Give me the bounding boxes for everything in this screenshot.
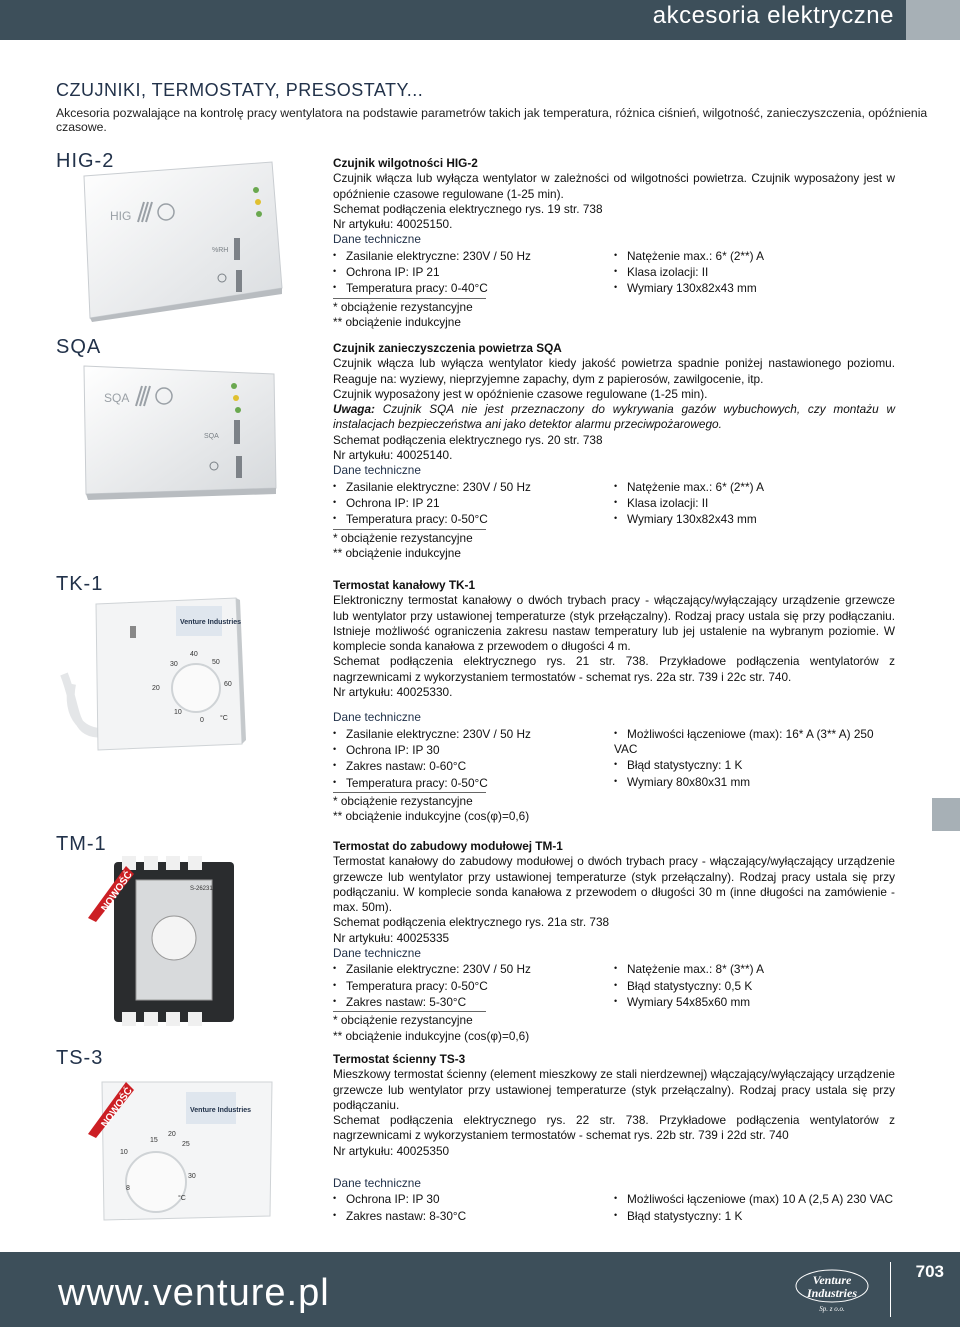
spec-item: • Ochrona IP: IP 30 (333, 742, 614, 758)
spec-item: • Zasilanie elektryczne: 230V / 50 Hz (333, 479, 614, 495)
spec-item: • Temperatura pracy: 0-50°C (333, 978, 614, 994)
footnote: ** obciążenie indukcyjne (cos(φ)=0,6) (333, 1028, 530, 1043)
spec-item: • Błąd statystyczny: 1 K (614, 757, 895, 773)
sqa-nr: Nr artykułu: 40025140. (333, 448, 453, 463)
sqa-title: Czujnik zanieczyszczenia powietrza SQA (333, 341, 562, 355)
hig2-dane-heading: Dane techniczne (333, 232, 421, 247)
svg-text:50: 50 (212, 659, 220, 666)
spec-item: • Możliwości łączeniowe (max) 10 A (2,5 A) 230 VAC (614, 1191, 895, 1207)
spec-item: • Temperatura pracy: 0-40°C (333, 280, 614, 296)
sqa-description (333, 341, 895, 561)
footer-bar (0, 1252, 960, 1327)
page-number: 703 (915, 1262, 944, 1281)
svg-text:Sp. z o.o.: Sp. z o.o. (819, 1305, 845, 1313)
spec-item: • Natężenie max.: 8* (3**) A (614, 961, 895, 977)
sqa-warning: Czujnik SQA nie jest przeznaczony do wykrywania gazów wybuchowych, czy montażu w instalacjach bezpieczeństwa ani jako detektor alarmu przeciwpożarowego. (333, 402, 895, 432)
hig2-nr: Nr artykułu: 40025150. (333, 217, 453, 232)
ts3-schemat: Schemat podłączenia elektrycznego rys. 22 str. 738. Przykładowe podłączenia wentylatorów z nagrzewnicami z wykorzystaniem termostatów - schemat rys. 22b str. 739 i 22d str. 740 (333, 1113, 895, 1143)
ts3-dane-heading: Dane techniczne (333, 1176, 421, 1191)
new-badge (86, 1078, 134, 1138)
section-title: CZUJNIKI, TERMOSTATY, PRESOSTATY... (56, 80, 424, 100)
sqa-dane-heading: Dane techniczne (333, 463, 421, 478)
footnote: ** obciążenie indukcyjne (333, 314, 461, 329)
spec-item: • Ochrona IP: IP 30 (333, 1191, 614, 1207)
svg-text:NOWOŚĆ: NOWOŚĆ (99, 869, 134, 914)
spec-item: • Błąd statystyczny: 1 K (614, 1208, 895, 1224)
company-logo (792, 1264, 872, 1316)
sqa-desc: Czujnik włącza lub wyłącza wentylator kiedy jakość powietrza spadnie poniżej nastawionego poziomu. Reaguje na: wyziewy, nieprzyjemne zapachy, dym z papierosów, zawilgocenie, itp. (333, 356, 895, 386)
divider (333, 529, 486, 530)
divider (333, 298, 486, 299)
footnote: * obciążenie rezystancyjne (333, 299, 473, 314)
svg-text:15: 15 (150, 1137, 158, 1144)
spec-item: • Zakres nastaw: 5-30°C (333, 994, 614, 1010)
spec-item: • Możliwości łączeniowe (max): 16* A (3** A) 250 VAC (614, 726, 895, 758)
header-title: akcesoria elektryczne (652, 2, 894, 29)
svg-text:60: 60 (224, 681, 232, 688)
footnote: * obciążenie rezystancyjne (333, 1013, 473, 1028)
svg-text:Industries: Industries (806, 1286, 858, 1300)
new-badge (86, 862, 134, 922)
tk1-description (333, 578, 895, 824)
svg-text:20: 20 (152, 685, 160, 692)
svg-text:°C: °C (178, 1195, 186, 1202)
spec-item: • Natężenie max.: 6* (2**) A (614, 248, 895, 264)
svg-text:30: 30 (170, 661, 178, 668)
sqa-specs (333, 479, 895, 528)
tk1-specs (333, 726, 895, 791)
ts3-nr: Nr artykułu: 40025350 (333, 1143, 450, 1158)
label-sqa: SQA (56, 336, 102, 358)
svg-text:10: 10 (174, 709, 182, 716)
spec-item: • Wymiary 54x85x60 mm (614, 994, 895, 1010)
hig2-specs (333, 248, 895, 297)
tk1-desc: Elektroniczny termostat kanałowy o dwóch trybach pracy - włączający/wyłączający urządzenie grzewcze lub wentylator przy ustawionej temperaturze (styk przełączalny). Rodzaj pracy ustala się przy podłączaniu. Istnieje możliwość ograniczenia zakresu nastaw temperatury lub jej ustalenie na wybranym poziomie. W komplecie sonda kanałowa z przewodem o długości 4 m. (333, 593, 895, 654)
spec-item: • Klasa izolacji: II (614, 495, 895, 511)
svg-text:Venture Industries: Venture Industries (180, 619, 242, 626)
ts3-desc: Mieszkowy termostat ścienny (element mieszkowy ze stali nierdzewnej) włączający/wyłączający urządzenie grzewcze lub wentylator przy ustawionej temperaturze (styk przełączalny). Rodzaj pracy ustala się przy podłączaniu. (333, 1067, 895, 1112)
svg-text:0: 0 (200, 717, 204, 724)
spec-item: • Wymiary 80x80x31 mm (614, 774, 895, 790)
svg-text:NOWOŚĆ: NOWOŚĆ (99, 1085, 134, 1130)
tm1-description (333, 839, 895, 1044)
svg-text:30: 30 (188, 1173, 196, 1180)
ts3-specs (333, 1191, 895, 1224)
tk1-nr: Nr artykułu: 40025330. (333, 685, 453, 700)
hig2-description (333, 156, 895, 330)
spec-item: • Temperatura pracy: 0-50°C (333, 511, 614, 527)
tk1-device-image (60, 594, 296, 754)
tm1-title: Termostat do zabudowy modułowej TM-1 (333, 839, 563, 853)
footnote: * obciążenie rezystancyjne (333, 793, 473, 808)
svg-text:10: 10 (120, 1149, 128, 1156)
side-tab (932, 798, 960, 831)
label-tk1: TK-1 (56, 573, 104, 595)
sqa-schemat: Schemat podłączenia elektrycznego rys. 20 str. 738 (333, 432, 603, 447)
spec-item: • Zasilanie elektryczne: 230V / 50 Hz (333, 961, 614, 977)
spec-item: • Zasilanie elektryczne: 230V / 50 Hz (333, 248, 614, 264)
ts3-description (333, 1052, 895, 1224)
hig2-title: Czujnik wilgotności HIG-2 (333, 156, 478, 170)
svg-text:Venture: Venture (812, 1273, 852, 1287)
footnote: * obciążenie rezystancyjne (333, 530, 473, 545)
footnote: ** obciążenie indukcyjne (cos(φ)=0,6) (333, 809, 530, 824)
svg-text:SQA: SQA (204, 433, 219, 440)
divider (333, 792, 486, 793)
tm1-desc: Termostat kanałowy do zabudowy modułowej o dwóch trybach pracy - włączający/wyłączający urządzenie grzewcze lub wentylator przy ustawionej temperaturze (styk przełączalny). Rodzaj pracy ustala się przy podłączaniu. W komplecie sonda kanałowa z przewodem o długości 30 m (inne długości na zamówienie - max. 50m). (333, 854, 895, 915)
footer-url[interactable]: www.venture.pl (58, 1272, 330, 1314)
tm1-specs (333, 961, 895, 1010)
hig2-device-image (76, 160, 288, 322)
header-tab (906, 0, 960, 40)
spec-item: • Wymiary 130x82x43 mm (614, 280, 895, 296)
svg-text:S-26231: S-26231 (190, 886, 213, 892)
ts3-title: Termostat ścienny TS-3 (333, 1052, 466, 1066)
header-bar (0, 0, 960, 40)
spec-item: • Ochrona IP: IP 21 (333, 495, 614, 511)
spec-item: • Zasilanie elektryczne: 230V / 50 Hz (333, 726, 614, 742)
svg-text:%RH: %RH (212, 247, 229, 254)
spec-item: • Ochrona IP: IP 21 (333, 264, 614, 280)
svg-text:HIG: HIG (110, 209, 132, 223)
footer-divider (890, 1262, 891, 1317)
footnote: ** obciążenie indukcyjne (333, 545, 461, 560)
hig2-schemat: Schemat podłączenia elektrycznego rys. 19 str. 738 (333, 201, 603, 216)
tm1-nr: Nr artykułu: 40025335 (333, 930, 450, 945)
tk1-dane-heading: Dane techniczne (333, 710, 421, 725)
sqa-device-image (76, 360, 288, 500)
hig2-desc: Czujnik włącza lub wyłącza wentylator w zależności od wilgotności powietrza. Czujnik wyposażony jest w opóźnienie czasowe regulowane (1-25 min). (333, 171, 895, 201)
svg-text:°C: °C (220, 715, 228, 722)
spec-item: • Błąd statystyczny: 0,5 K (614, 978, 895, 994)
svg-text:40: 40 (190, 651, 198, 658)
sqa-desc2: Czujnik wyposażony jest w opóźnienie czasowe regulowane (1-25 min). (333, 386, 708, 401)
section-intro: Akcesoria pozwalające na kontrolę pracy wentylatora na podstawie parametrów takich jak temperatura, różnica ciśnień, wilgotność, zanieczyszczenia, opóźnienia czasowe. (56, 106, 928, 134)
divider (333, 1011, 486, 1012)
spec-item: • Zakres nastaw: 8-30°C (333, 1208, 614, 1224)
label-tm1: TM-1 (56, 833, 107, 855)
svg-text:SQA: SQA (104, 391, 130, 405)
spec-item: • Zakres nastaw: 0-60°C (333, 758, 614, 774)
svg-text:8: 8 (126, 1185, 130, 1192)
svg-text:20: 20 (168, 1131, 176, 1138)
label-hig2: HIG-2 (56, 150, 115, 172)
label-ts3: TS-3 (56, 1047, 104, 1069)
tm1-dane-heading: Dane techniczne (333, 946, 421, 961)
sqa-warning-label: Uwaga: (333, 402, 375, 417)
tk1-title: Termostat kanałowy TK-1 (333, 578, 476, 592)
spec-item: • Wymiary 130x82x43 mm (614, 511, 895, 527)
svg-text:Venture Industries: Venture Industries (190, 1107, 252, 1114)
spec-item: • Natężenie max.: 6* (2**) A (614, 479, 895, 495)
tm1-schemat: Schemat podłączenia elektrycznego rys. 21a str. 738 (333, 915, 610, 930)
tk1-schemat: Schemat podłączenia elektrycznego rys. 21 str. 738. Przykładowe podłączenia wentylatorów z nagrzewnicami z wykorzystaniem termostatów - schemat rys. 22a str. 739 i 22c str. 740. (333, 654, 895, 684)
svg-text:25: 25 (182, 1141, 190, 1148)
spec-item: • Temperatura pracy: 0-50°C (333, 775, 614, 791)
spec-item: • Klasa izolacji: II (614, 264, 895, 280)
